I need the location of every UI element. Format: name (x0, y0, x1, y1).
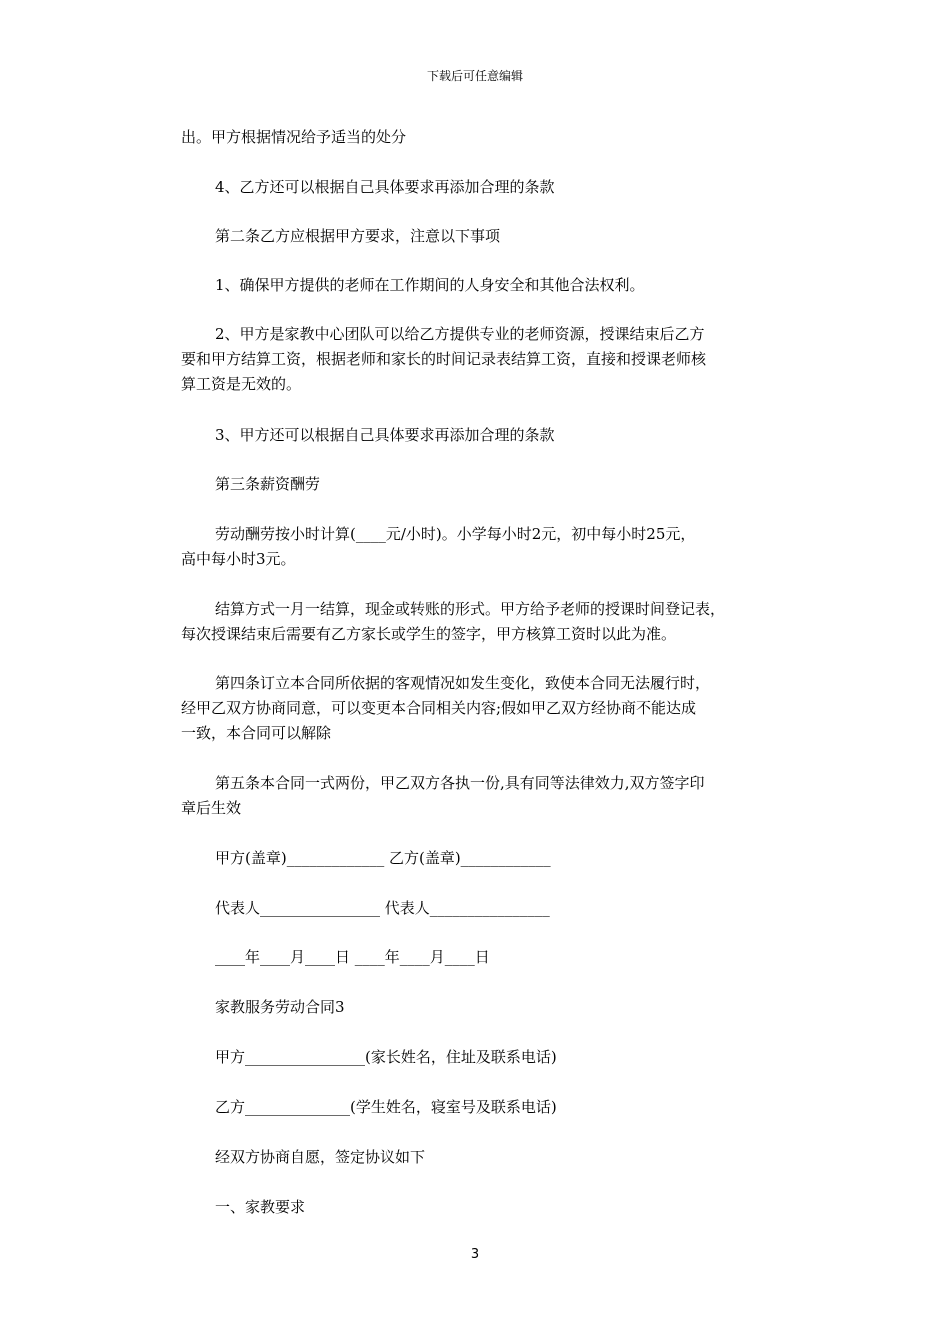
text-line: 经双方协商自愿，签定协议如下 (215, 1148, 426, 1166)
text-line: 第四条订立本合同所依据的客观情况如发生变化，致使本合同无法履行时， (215, 674, 711, 692)
text-line: 结算方式一月一结算，现金或转账的形式。甲方给予老师的授课时间登记表， (215, 600, 726, 618)
text-line: 代表人________________ 代表人________________ (215, 899, 550, 917)
text-line: 2、甲方是家教中心团队可以给乙方提供专业的老师资源，授课结束后乙方 (215, 325, 705, 343)
text-line: 第二条乙方应根据甲方要求，注意以下事项 (215, 227, 501, 245)
text-line: 甲方________________(家长姓名，住址及联系电话) (215, 1048, 557, 1066)
text-line: 一、家教要求 (215, 1198, 306, 1216)
text-line: 家教服务劳动合同3 (215, 998, 345, 1016)
paragraph (181, 671, 771, 746)
text-line: 1、确保甲方提供的老师在工作期间的人身安全和其他合法权利。 (215, 276, 645, 294)
text-line: 第五条本合同一式两份，甲乙双方各执一份,具有同等法律效力,双方签字印 (215, 774, 705, 792)
paragraph (181, 1095, 771, 1120)
text-line: 一致，本合同可以解除 (181, 724, 332, 742)
paragraph (181, 1195, 771, 1220)
text-line: 4、乙方还可以根据自己具体要求再添加合理的条款 (215, 178, 555, 196)
text-line: 甲方(盖章)_____________ 乙方(盖章)____________ (215, 849, 551, 867)
text-line: 算工资是无效的。 (181, 375, 302, 393)
text-line: 高中每小时3元。 (181, 550, 296, 568)
paragraph (181, 472, 771, 497)
text-line: 出。甲方根据情况给予适当的处分 (181, 128, 407, 146)
section-title (181, 995, 771, 1020)
text-line: ____年____月____日 ____年____月____日 (215, 948, 490, 966)
page-header: 下载后可任意编辑 (426, 69, 523, 83)
paragraph (181, 273, 771, 298)
paragraph (181, 597, 771, 647)
paragraph (181, 175, 771, 200)
text-line: 要和甲方结算工资，根据老师和家长的时间记录表结算工资，直接和授课老师核 (181, 350, 707, 368)
signature-line-representative (181, 896, 771, 921)
paragraph (181, 522, 771, 572)
paragraph (181, 224, 771, 249)
paragraph (181, 423, 771, 448)
paragraph (181, 1045, 771, 1070)
signature-line-seal (181, 846, 771, 871)
signature-line-date (181, 945, 771, 970)
text-line: 每次授课结束后需要有乙方家长或学生的签字，甲方核算工资时以此为准。 (181, 625, 677, 643)
text-line: 经甲乙双方协商同意，可以变更本合同相关内容;假如甲乙双方经协商不能达成 (181, 699, 697, 717)
text-line: 乙方______________(学生姓名，寝室号及联系电话) (215, 1098, 557, 1116)
paragraph (181, 322, 771, 397)
text-line: 章后生效 (181, 799, 242, 817)
paragraph (181, 125, 771, 150)
paragraph (181, 771, 771, 821)
text-line: 3、甲方还可以根据自己具体要求再添加合理的条款 (215, 426, 555, 444)
text-line: 第三条薪资酬劳 (215, 475, 321, 493)
page-number: 3 (470, 1247, 480, 1262)
text-line: 劳动酬劳按小时计算(____元/小时)。小学每小时2元，初中每小时25元， (215, 525, 696, 543)
paragraph (181, 1145, 771, 1170)
